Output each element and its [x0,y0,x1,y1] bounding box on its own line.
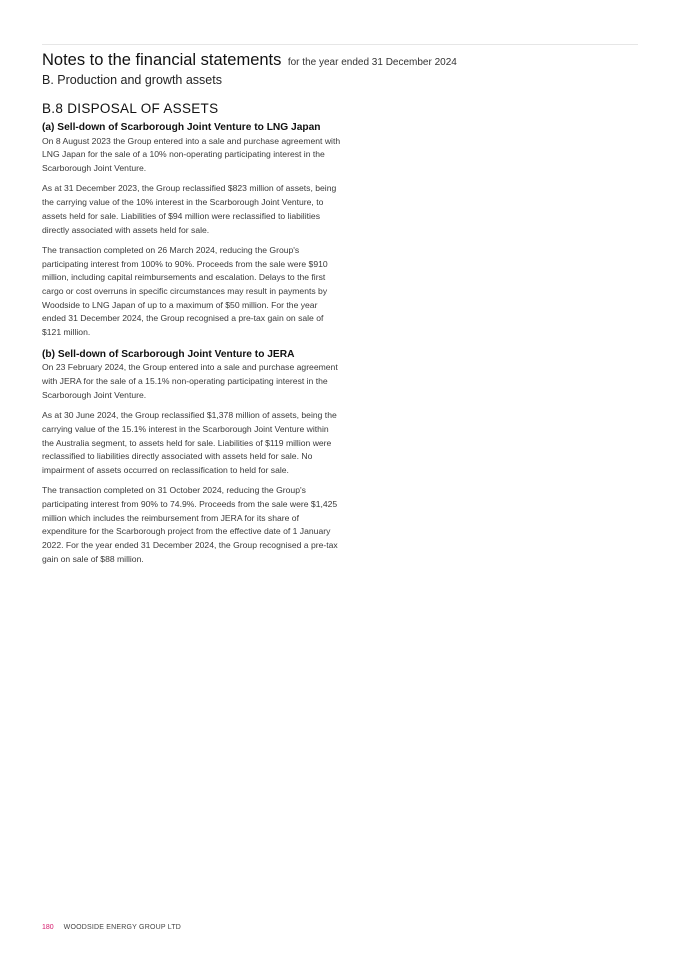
page-header [42,50,642,88]
note-content [42,100,342,573]
subsection-heading-a: (a) Sell-down of Scarborough Joint Venture to LNG Japan [42,122,321,133]
top-divider [42,44,638,45]
paragraph: As at 30 June 2024, the Group reclassified $1,378 million of assets, being the carrying value of the 15.1% interest in the Scarborough Joint Venture within the Australia segment, to assets held for sale. Liabilities of $119 million were reclassified to liabilities directly associated with assets held for sale. No impairment of assets occurred on reclassification to held for sale. [42,410,337,475]
page-footer [42,924,181,931]
paragraph: The transaction completed on 26 March 2024, reducing the Group's participating interest from 100% to 90%. Proceeds from the sale were $910 million, including capital reimbursements and escalation. Delays to the first cargo or cost overruns in specific circumstances may result in payments by Woodside to LNG Japan of up to a maximum of $50 million. For the year ended 31 December 2024, the Group recognised a pre-tax gain on sale of $121 million. [42,244,328,338]
subsection-heading-b: (b) Sell-down of Scarborough Joint Venture to JERA [42,348,295,360]
paragraph: As at 31 December 2023, the Group reclassified $823 million of assets, being the carrying value of the 10% interest in the Scarborough Joint Venture, to assets held for sale. Liabilities of $94 million were reclassified to liabilities directly associated with assets held for sale. [42,183,337,235]
company-name: WOODSIDE ENERGY GROUP LTD [63,924,182,931]
page-subtitle: for the year ended 31 December 2024 [287,57,457,68]
paragraph: The transaction completed on 31 October 2024, reducing the Group's participating interest from 90% to 74.9%. Proceeds from the sale were $1,425 million which includes the reimbursement from JERA for its share of expenditure for the Scarborough project from the effective date of 1 January 2022. For the year ended 31 December 2024, the Group recognised a pre-tax gain on sale of $88 million. [42,485,338,564]
note-heading: B.8 DISPOSAL OF ASSETS [42,101,219,116]
page-number: 180 [42,924,54,931]
page-title: Notes to the financial statements [42,51,282,69]
title-line [42,50,642,73]
paragraph: On 23 February 2024, the Group entered into a sale and purchase agreement with JERA for the sale of a 15.1% non-operating participating interest in the Scarborough Joint Venture. [42,362,338,400]
section-title: B. Production and growth assets [42,73,222,87]
paragraph: On 8 August 2023 the Group entered into a sale and purchase agreement with LNG Japan for the sale of a 10% non-operating participating interest in the Scarborough Joint Venture. [42,135,341,174]
